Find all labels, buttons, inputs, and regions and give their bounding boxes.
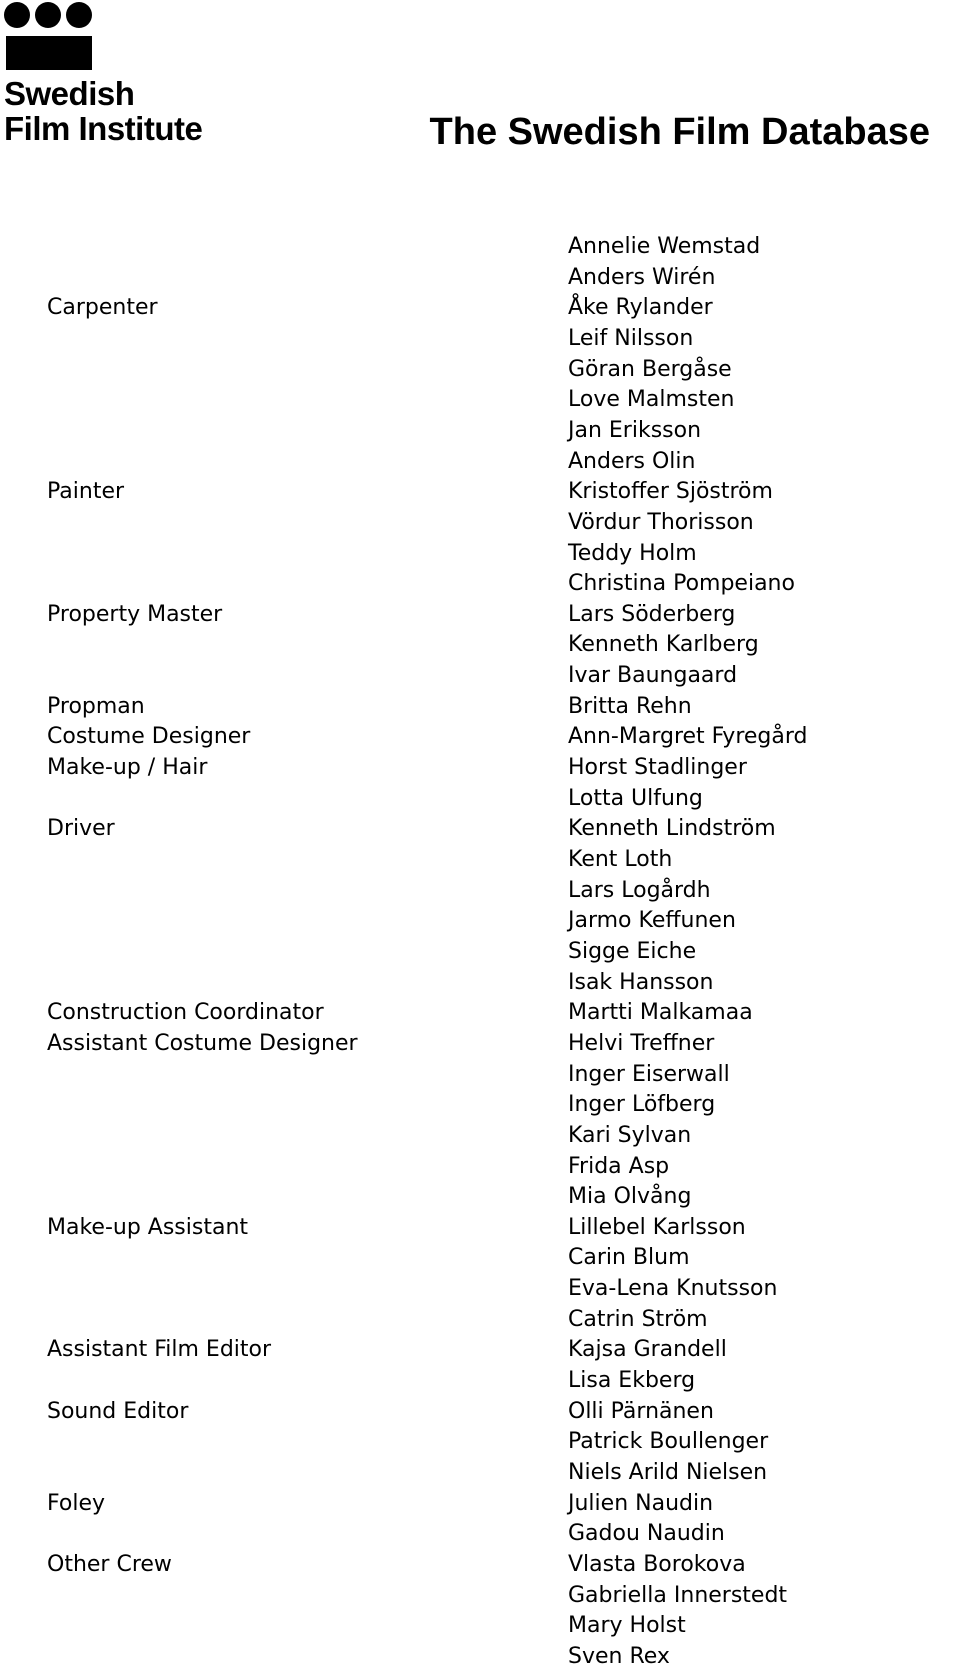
credit-row xyxy=(0,814,960,844)
credit-name: Lotta Ulfung xyxy=(568,785,703,811)
credit-row xyxy=(0,968,960,998)
credit-row xyxy=(0,1029,960,1059)
credit-name: Eva-Lena Knutsson xyxy=(568,1276,778,1302)
credit-name: Ivar Baungaard xyxy=(568,663,738,689)
credit-name: Kenneth Lindström xyxy=(568,816,776,842)
credit-row xyxy=(0,876,960,906)
credit-row xyxy=(0,1152,960,1182)
logo-wordmark xyxy=(4,76,202,146)
credit-name: Jan Eriksson xyxy=(568,417,702,443)
credit-name: Britta Rehn xyxy=(568,693,692,719)
credit-role: Foley xyxy=(47,1490,105,1516)
credit-name: Mary Holst xyxy=(568,1613,686,1639)
credit-name: Mia Olvång xyxy=(568,1184,692,1210)
credit-row xyxy=(0,232,960,262)
credit-row xyxy=(0,1489,960,1519)
credit-role: Make-up / Hair xyxy=(47,755,208,781)
credit-name: Kristoffer Sjöström xyxy=(568,479,773,505)
credit-row xyxy=(0,1213,960,1243)
credit-row xyxy=(0,1060,960,1090)
credit-row xyxy=(0,998,960,1028)
credit-row xyxy=(0,600,960,630)
credit-row xyxy=(0,569,960,599)
credit-role: Other Crew xyxy=(47,1551,172,1577)
credit-name: Isak Hansson xyxy=(568,969,714,995)
credit-name: Patrick Boullenger xyxy=(568,1429,769,1455)
credit-name: Catrin Ström xyxy=(568,1306,708,1332)
credit-row xyxy=(0,263,960,293)
credit-row xyxy=(0,1427,960,1457)
credit-role: Property Master xyxy=(47,601,223,627)
credit-name: Anders Olin xyxy=(568,448,696,474)
credit-name: Martti Malkamaa xyxy=(568,1000,753,1026)
credit-name: Teddy Holm xyxy=(568,540,697,566)
credit-name: Lars Logårdh xyxy=(568,877,711,903)
credit-row xyxy=(0,784,960,814)
credit-row xyxy=(0,906,960,936)
credit-row xyxy=(0,753,960,783)
logo-line-1: Swedish xyxy=(4,75,135,112)
credit-row xyxy=(0,1274,960,1304)
swedish-film-institute-logo xyxy=(2,0,232,150)
credit-role: Driver xyxy=(47,816,115,842)
credit-name: Gabriella Innerstedt xyxy=(568,1582,788,1608)
credit-role: Sound Editor xyxy=(47,1398,189,1424)
credit-row xyxy=(0,1458,960,1488)
credit-row xyxy=(0,937,960,967)
credit-name: Göran Bergåse xyxy=(568,356,732,382)
credit-row xyxy=(0,1519,960,1549)
credit-row xyxy=(0,845,960,875)
credit-row xyxy=(0,1243,960,1273)
credit-name: Helvi Treffner xyxy=(568,1030,715,1056)
credit-row xyxy=(0,1397,960,1427)
credit-name: Olli Pärnänen xyxy=(568,1398,714,1424)
credit-row xyxy=(0,477,960,507)
credit-row xyxy=(0,692,960,722)
credit-name: Inger Löfberg xyxy=(568,1092,716,1118)
credit-name: Julien Naudin xyxy=(568,1490,714,1516)
credit-name: Åke Rylander xyxy=(568,295,713,321)
credit-name: Kari Sylvan xyxy=(568,1122,692,1148)
credit-name: Christina Pompeiano xyxy=(568,571,795,597)
credit-role: Assistant Film Editor xyxy=(47,1337,272,1363)
credit-name: Inger Eiserwall xyxy=(568,1061,730,1087)
credit-role: Painter xyxy=(47,479,125,505)
credit-row xyxy=(0,1305,960,1335)
credit-name: Kent Loth xyxy=(568,847,673,872)
credit-role: Carpenter xyxy=(47,295,158,321)
credit-row xyxy=(0,1090,960,1120)
credit-name: Anders Wirén xyxy=(568,264,716,290)
credit-name: Vördur Thorisson xyxy=(568,509,754,535)
credit-row xyxy=(0,355,960,385)
credit-row xyxy=(0,447,960,477)
credit-name: Kenneth Karlberg xyxy=(568,632,759,658)
credit-row xyxy=(0,1611,960,1641)
credit-name: Annelie Wemstad xyxy=(568,234,761,259)
credit-name: Lillebel Karlsson xyxy=(568,1214,746,1240)
credit-name: Leif Nilsson xyxy=(568,325,694,351)
credit-row xyxy=(0,722,960,752)
credit-role: Construction Coordinator xyxy=(47,1000,324,1026)
credit-role: Propman xyxy=(47,693,145,719)
credit-row xyxy=(0,1182,960,1212)
credit-row xyxy=(0,1642,960,1672)
credit-row xyxy=(0,385,960,415)
credit-role: Costume Designer xyxy=(47,724,251,750)
credit-row xyxy=(0,293,960,323)
credit-name: Niels Arild Nielsen xyxy=(568,1460,768,1485)
credit-role: Make-up Assistant xyxy=(47,1214,249,1240)
credit-row xyxy=(0,661,960,691)
credit-row xyxy=(0,1581,960,1611)
credit-role: Assistant Costume Designer xyxy=(47,1030,358,1056)
credit-name: Kajsa Grandell xyxy=(568,1337,727,1363)
credit-name: Jarmo Keffunen xyxy=(568,908,736,934)
credit-name: Ann-Margret Fyregård xyxy=(568,724,808,750)
logo-line-2: Film Institute xyxy=(4,110,203,147)
credit-row xyxy=(0,416,960,446)
credit-name: Frida Asp xyxy=(568,1153,670,1179)
credit-row xyxy=(0,1335,960,1365)
credit-row xyxy=(0,1121,960,1151)
credit-name: Sven Rex xyxy=(568,1643,670,1669)
credit-row xyxy=(0,630,960,660)
credit-name: Vlasta Borokova xyxy=(568,1551,746,1577)
credit-name: Lisa Ekberg xyxy=(568,1368,696,1394)
credit-name: Carin Blum xyxy=(568,1245,690,1271)
credit-row xyxy=(0,324,960,354)
credit-row xyxy=(0,539,960,569)
page-title: The Swedish Film Database xyxy=(429,111,930,153)
credit-name: Love Malmsten xyxy=(568,387,735,413)
credit-row xyxy=(0,508,960,538)
credit-name: Sigge Eiche xyxy=(568,938,697,964)
credit-name: Gadou Naudin xyxy=(568,1521,725,1547)
credit-row xyxy=(0,1366,960,1396)
credit-name: Lars Söderberg xyxy=(568,601,736,627)
credit-name: Horst Stadlinger xyxy=(568,755,747,781)
credit-row xyxy=(0,1550,960,1580)
